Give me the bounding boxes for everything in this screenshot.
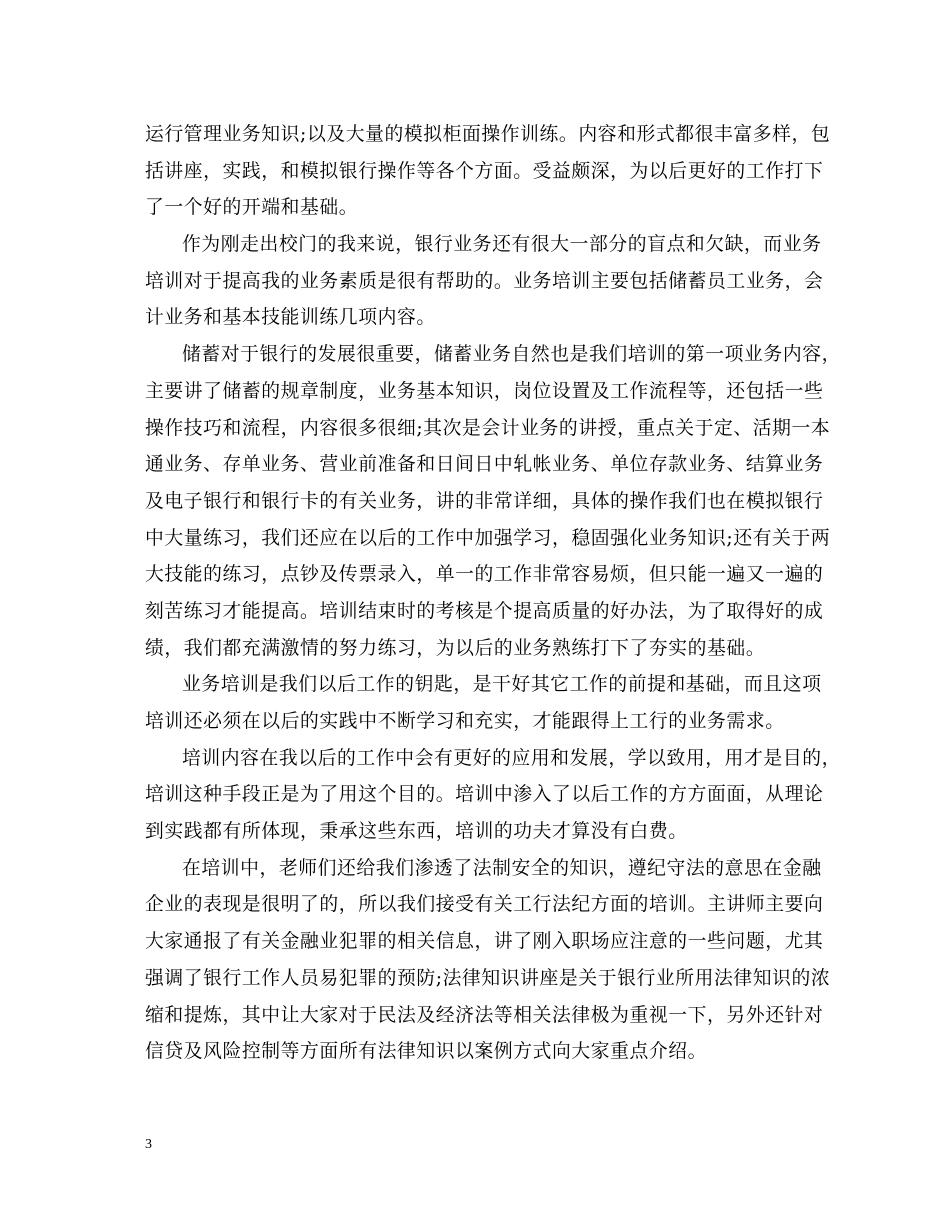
- paragraph-first-line: 培训内容在我以后的工作中会有更好的应用和发展，学以致用，用才是目的，: [182, 747, 841, 769]
- text-line: 计业务和基本技能训练几项内容。: [145, 307, 436, 329]
- document-body: [145, 117, 841, 1071]
- text-line: 括讲座，实践，和模拟银行操作等各个方面。受益颇深，为以后更好的工作打下: [145, 160, 824, 182]
- paragraph-first-line: 作为刚走出校门的我来说，银行业务还有很大一部分的盲点和欠缺，而业务: [182, 234, 822, 256]
- text-line: 刻苦练习才能提高。培训结束时的考核是个提高质量的好办法，为了取得好的成: [145, 600, 824, 622]
- text-line: 缩和提炼，其中让大家对于民法及经济法等相关法律极为重视一下，另外还针对: [145, 1004, 824, 1026]
- text-line: 操作技巧和流程，内容很多很细;其次是会计业务的讲授，重点关于定、活期一本: [145, 417, 831, 439]
- text-line: 中大量练习，我们还应在以后的工作中加强学习，稳固强化业务知识;还有关于两: [145, 527, 831, 549]
- text-line: 大家通报了有关金融业犯罪的相关信息，讲了刚入职场应注意的一些问题，尤其: [145, 931, 824, 953]
- page-number: 3: [145, 1137, 152, 1152]
- paragraph-first-line: 业务培训是我们以后工作的钥匙，是干好其它工作的前提和基础，而且这项: [182, 674, 822, 696]
- text-line: 了一个好的开端和基础。: [145, 197, 359, 219]
- text-line: 通业务、存单业务、营业前准备和日间日中轧帐业务、单位存款业务、结算业务: [145, 454, 824, 476]
- text-line: 培训还必须在以后的实践中不断学习和充实，才能跟得上工行的业务需求。: [145, 711, 785, 732]
- text-line: 强调了银行工作人员易犯罪的预防;法律知识讲座是关于银行业所用法律知识的浓: [145, 967, 831, 989]
- text-line: 主要讲了储蓄的规章制度，业务基本知识，岗位设置及工作流程等，还包括一些: [145, 380, 824, 402]
- text-line: 信贷及风险控制等方面所有法律知识以案例方式向大家重点介绍。: [145, 1041, 708, 1063]
- text-line: 大技能的练习，点钞及传票录入，单一的工作非常容易烦，但只能一遍又一遍的: [145, 564, 824, 586]
- text-line: 运行管理业务知识;以及大量的模拟柜面操作训练。内容和形式都很丰富多样，包: [145, 124, 831, 145]
- text-line: 培训对于提高我的业务素质是很有帮助的。业务培训主要包括储蓄员工业务，会: [145, 270, 824, 292]
- paragraph-first-line: 储蓄对于银行的发展很重要，储蓄业务自然也是我们培训的第一项业务内容，: [182, 344, 841, 366]
- paragraph-first-line: 在培训中，老师们还给我们渗透了法制安全的知识，遵纪守法的意思在金融: [182, 857, 822, 879]
- text-line: 及电子银行和银行卡的有关业务，讲的非常详细，具体的操作我们也在模拟银行: [145, 490, 824, 512]
- text-line: 企业的表现是很明了的，所以我们接受有关工行法纪方面的培训。主讲师主要向: [145, 894, 824, 916]
- text-line: 绩，我们都充满激情的努力练习，为以后的业务熟练打下了夯实的基础。: [145, 637, 766, 659]
- text-line: 培训这种手段正是为了用这个目的。培训中渗入了以后工作的方方面面，从理论: [145, 784, 824, 806]
- text-line: 到实践都有所体现，秉承这些东西，培训的功夫才算没有白费。: [145, 821, 688, 843]
